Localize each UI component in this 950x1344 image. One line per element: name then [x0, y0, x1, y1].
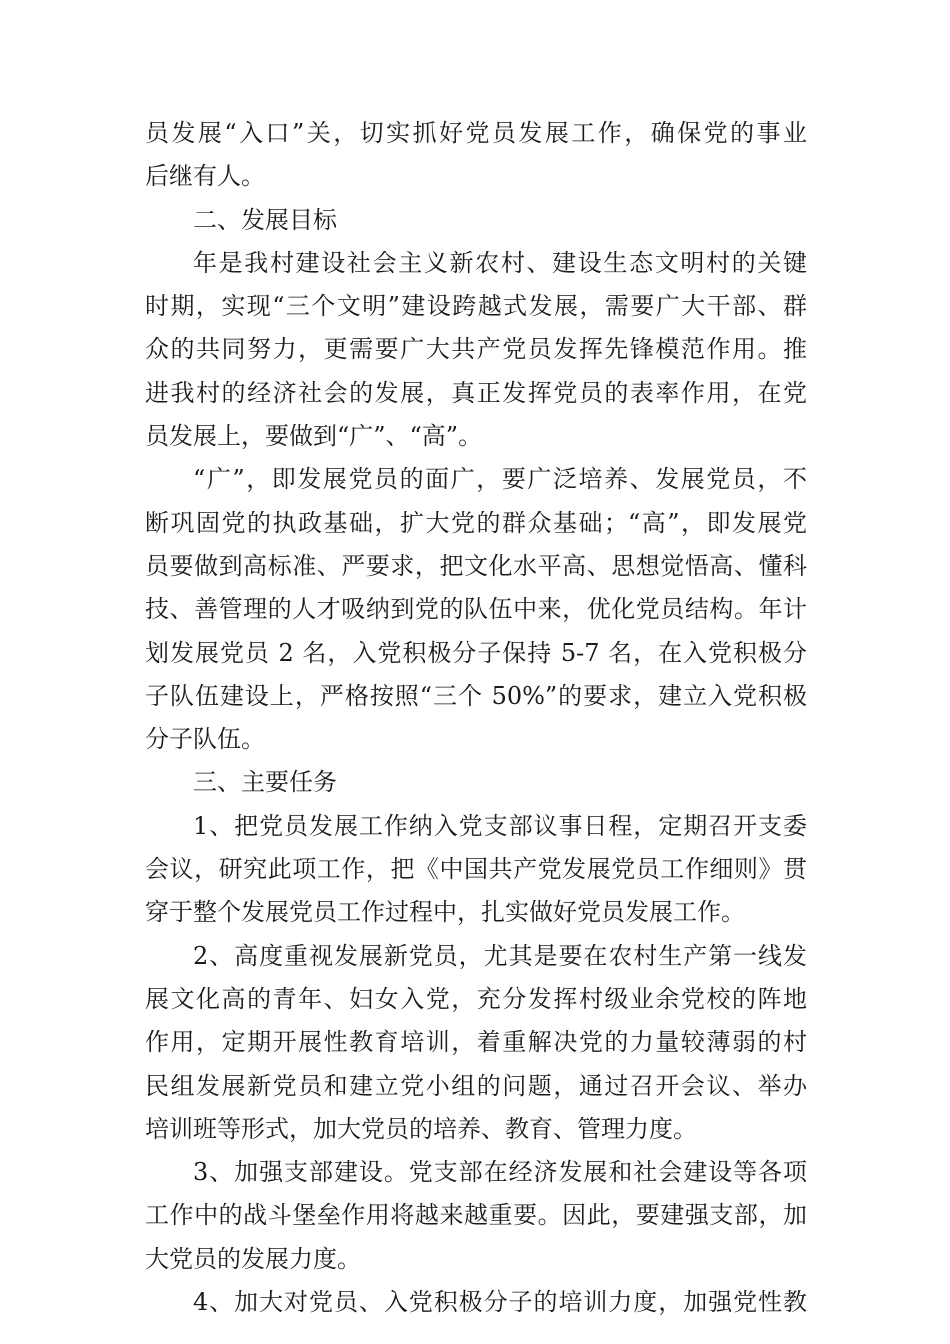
- body-line: 分子队伍。: [145, 725, 265, 754]
- body-line: 时期，实现“三个文明”建设跨越式发展，需要广大干部、群: [145, 292, 807, 321]
- body-line: 后继有人。: [145, 162, 265, 191]
- body-line: 划发展党员 2 名，入党积极分子保持 5-7 名，在入党积极分: [145, 638, 807, 667]
- body-line: 进我村的经济社会的发展，真正发挥党员的表率作用，在党: [145, 378, 807, 407]
- body-line: 培训班等形式，加大党员的培养、教育、管理力度。: [145, 1114, 697, 1143]
- body-line: 3、加强支部建设。党支部在经济发展和社会建设等各项: [193, 1158, 807, 1187]
- body-line: 技、善管理的人才吸纳到党的队伍中来，优化党员结构。年计: [145, 595, 807, 624]
- body-line: 展文化高的青年、妇女入党，充分发挥村级业余党校的阵地: [145, 984, 807, 1013]
- body-line: 员发展“入口”关，切实抓好党员发展工作，确保党的事业: [145, 119, 807, 147]
- section-heading: 二、发展目标: [193, 205, 337, 234]
- body-line: 断巩固党的执政基础，扩大党的群众基础；“高”，即发展党: [145, 508, 807, 537]
- document-body: [145, 112, 807, 1324]
- body-line: 1、把党员发展工作纳入党支部议事日程，定期召开支委: [193, 811, 807, 840]
- body-line: 2、高度重视发展新党员，尤其是要在农村生产第一线发: [193, 941, 807, 970]
- body-line: 员要做到高标准、严要求，把文化水平高、思想觉悟高、懂科: [145, 551, 807, 580]
- body-line: 年是我村建设社会主义新农村、建设生态文明村的关键: [193, 248, 807, 277]
- section-heading: 三、主要任务: [193, 768, 337, 797]
- body-line: 穿于整个发展党员工作过程中，扎实做好党员发展工作。: [145, 898, 745, 927]
- body-line: 4、加大对党员、入党积极分子的培训力度，加强党性教: [193, 1288, 807, 1317]
- body-line: “广”，即发展党员的面广，要广泛培养、发展党员，不: [193, 465, 807, 494]
- body-line: 工作中的战斗堡垒作用将越来越重要。因此，要建强支部，加: [145, 1201, 807, 1230]
- body-line: 子队伍建设上，严格按照“三个 50%”的要求，建立入党积极: [145, 681, 807, 710]
- body-line: 大党员的发展力度。: [145, 1244, 361, 1273]
- body-line: 众的共同努力，更需要广大共产党员发挥先锋模范作用。推: [145, 335, 807, 364]
- body-line: 作用，定期开展性教育培训，着重解决党的力量较薄弱的村: [145, 1028, 807, 1057]
- body-line: 员发展上，要做到“广”、“高”。: [145, 422, 483, 451]
- body-line: 民组发展新党员和建立党小组的问题，通过召开会议、举办: [145, 1071, 807, 1100]
- body-line: 会议，研究此项工作，把《中国共产党发展党员工作细则》贯: [145, 855, 807, 884]
